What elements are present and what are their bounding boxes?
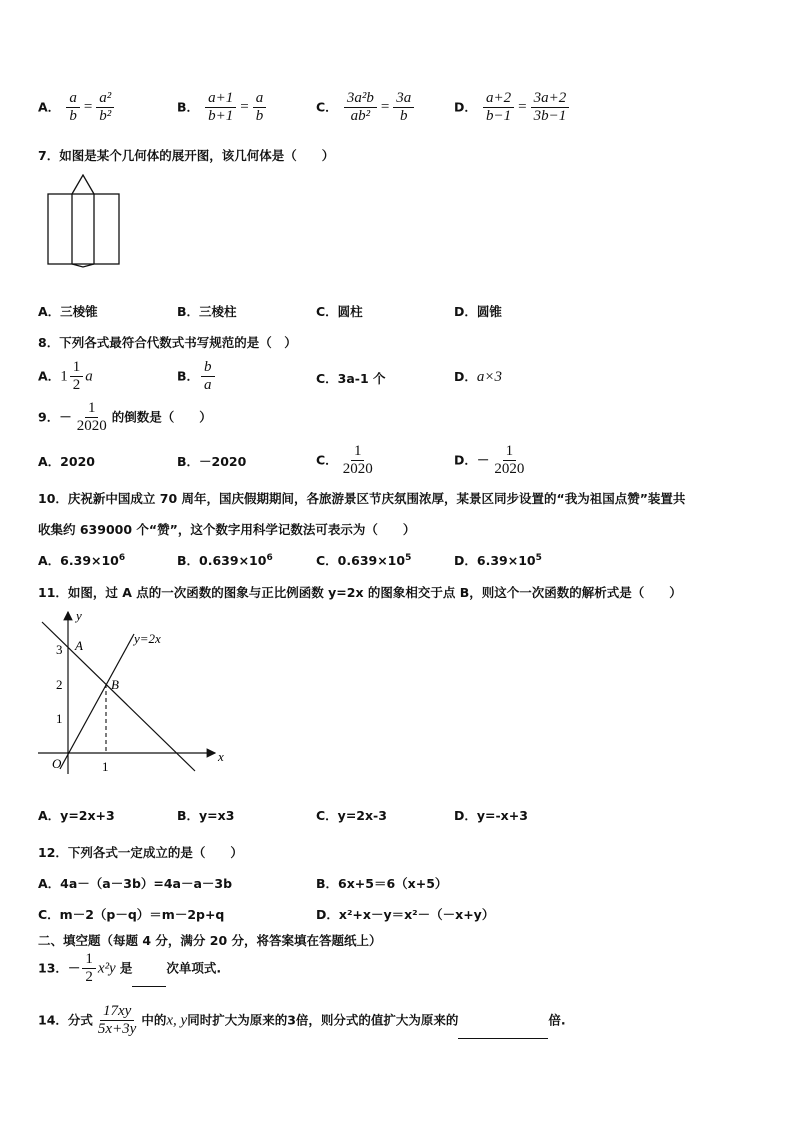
q6-a-lhs: $\frac{a}{b}$ (66, 90, 80, 126)
tick-y-2: 2 (56, 677, 63, 692)
q8-stem: 8．下列各式最符合代数式书写规范的是（ ） (38, 335, 297, 350)
q11-option-d: D．y=-x+3 (454, 808, 528, 823)
q9-option-c: C． $\frac{1}{2020}$ (316, 443, 373, 478)
q9-option-b: B．－2020 (177, 454, 247, 469)
tick-y-1: 1 (56, 711, 63, 726)
q7-option-a: A．三棱锥 (38, 304, 98, 319)
q12-option-c: C．m－2（p－q）＝m－2p+q (38, 907, 225, 922)
section-heading-fill-in: 二、填空题（每题 4 分，满分 20 分，将答案填在答题纸上） (38, 933, 382, 948)
q13-stem: 13．－ $\frac{1}{2}$ x²y 是 次单项式. (38, 951, 222, 986)
q6-a-label: A． (38, 99, 61, 115)
q6-c-lhs: $\frac{\text{3a²b}}{\text{ab²}}$ (344, 90, 377, 126)
q6-d-label: D． (454, 99, 477, 115)
x-axis-label: x (218, 749, 224, 764)
tick-x-1: 1 (102, 759, 109, 774)
point-b-label: B (111, 677, 119, 692)
q8-option-d: D．a×3 (454, 369, 503, 385)
q10-option-a: A．$6.39\times 10^6$ (38, 552, 126, 568)
q11-stem: 11．如图，过 A 点的一次函数的图象与正比例函数 y=2x 的图象相交于点 B，则这个一次函数的解析式是（ ） (38, 585, 682, 600)
q9-stem: 9．－ $\frac{1}{2020}$ 的倒数是（ ） (38, 400, 212, 435)
origin-label: O (52, 756, 62, 771)
q7-stem: 7．如图是某个几何体的展开图，该几何体是（ ） (38, 148, 335, 163)
q14-answer-blank[interactable] (458, 1024, 548, 1039)
q6-option-c: C． $\frac{\text{3a²b}}{\text{ab²}}$ = $\frac{3a}{b}$ (316, 90, 416, 126)
q11-option-c: C．y=2x-3 (316, 808, 387, 823)
q10-option-b: B．$0.639\times 10^6$ (177, 552, 273, 568)
q10-stem-line2: 收集约 639000 个“赞”，这个数字用科学记数法可表示为（ ） (38, 522, 416, 537)
q13-answer-blank[interactable] (132, 972, 166, 987)
q12-stem: 12．下列各式一定成立的是（ ） (38, 845, 243, 860)
q6-option-d: D． $\frac{a+2}{b-1}$ = $\frac{3a+2}{3b-1}$ (454, 90, 571, 126)
q6-b-label: B． (177, 99, 200, 115)
q6-b-lhs: $\frac{a+1}{b+1}$ (205, 90, 236, 126)
q11-graph (30, 604, 240, 784)
point-a-label: A (75, 638, 83, 653)
q12-option-a: A．4a－（a－3b）=4a－a－3b (38, 876, 233, 891)
q11-option-a: A．y=2x+3 (38, 808, 115, 823)
q10-stem-line1: 10．庆祝新中国成立 70 周年，国庆假期期间，各旅游景区节庆氛围浓厚，某景区同步设置的“我为祖国点赞”装置共 (38, 491, 686, 506)
q6-a-rhs: $\frac{\text{a²}}{\text{b²}}$ (96, 90, 114, 126)
q12-option-d: D．x²+x－y＝x²－（－x+y） (316, 907, 495, 922)
q10-option-d: D．$6.39\times 10^5$ (454, 552, 542, 568)
q8-option-a: A．1 $\frac{1}{2}$ a (38, 359, 93, 394)
line-label: y=2x (134, 631, 161, 646)
q14-stem: 14．分式 $\frac{17xy}{5x+3y}$ 中的x, y同时扩大为原来的3倍，则分式的值扩大为原来的 倍. (38, 1003, 566, 1038)
q10-option-c: C．$0.639\times 10^5$ (316, 552, 412, 568)
q7-option-d: D．圆锥 (454, 304, 502, 319)
q6-b-rhs: $\frac{a}{b}$ (253, 90, 267, 126)
q7-option-b: B．三棱柱 (177, 304, 237, 319)
q8-option-b: B． $\frac{b}{a}$ (177, 359, 217, 395)
q11-option-b: B．y=x3 (177, 808, 235, 823)
q7-net-diagram (46, 174, 122, 268)
q9-option-d: D．－ $\frac{1}{2020}$ (454, 443, 525, 478)
q6-d-rhs: $\frac{3a+2}{3b-1}$ (531, 90, 570, 126)
q6-c-label: C． (316, 99, 338, 115)
q7-option-c: C．圆柱 (316, 304, 363, 319)
q6-option-b: B． $\frac{a+1}{b+1}$ = $\frac{a}{b}$ (177, 90, 268, 126)
q8-option-c: C．3a-1 个 (316, 371, 386, 386)
tick-y-3: 3 (56, 642, 63, 657)
q9-option-a: A．2020 (38, 454, 95, 469)
q6-d-lhs: $\frac{a+2}{b-1}$ (483, 90, 514, 126)
line-through-a (42, 622, 195, 771)
q12-option-b: B．6x+5＝6（x+5） (316, 876, 448, 891)
y-axis-label: y (76, 608, 82, 623)
q6-c-rhs: $\frac{3a}{b}$ (393, 90, 414, 126)
q6-option-a: A． $\frac{a}{b}$ = $\frac{\text{a²}}{\text{b²}}$ (38, 90, 116, 126)
